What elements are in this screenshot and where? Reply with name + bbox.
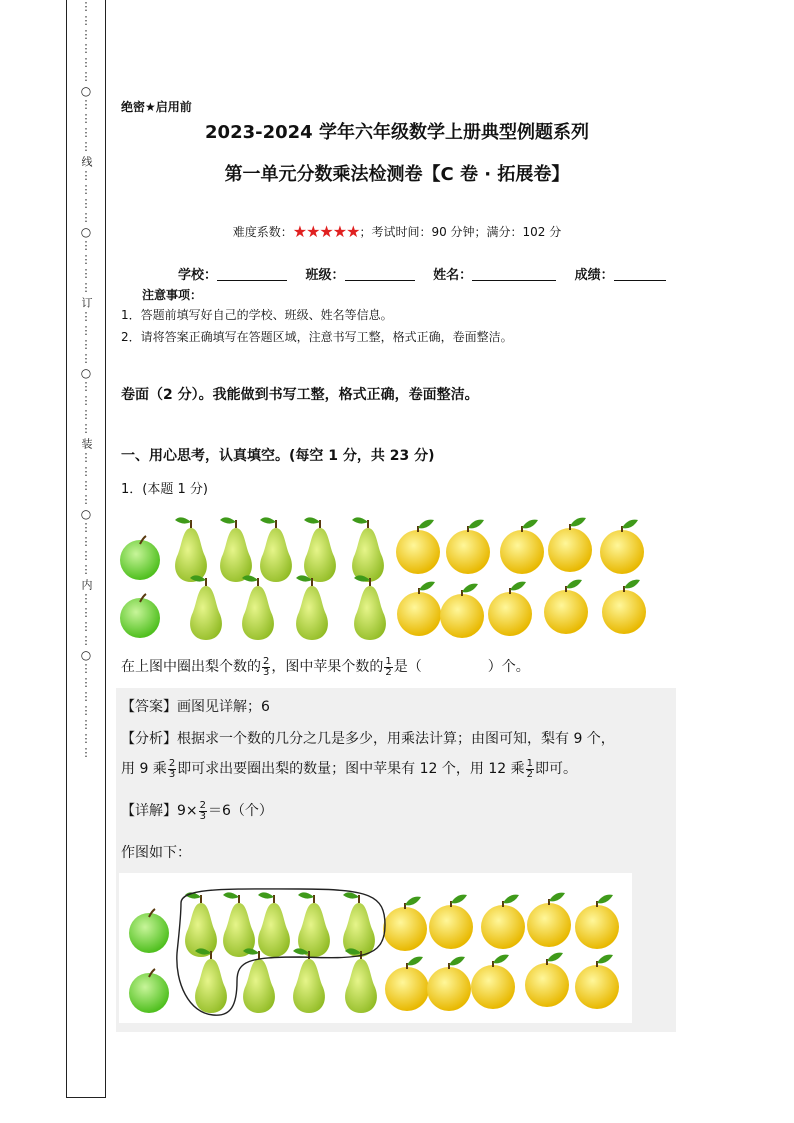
school-field[interactable]: 学校：: [178, 264, 287, 283]
green-apple-icon: [129, 909, 169, 953]
binding-dots: ⋮: [80, 380, 92, 393]
pear-icon: [260, 517, 292, 582]
yellow-apple-icon: [383, 897, 427, 951]
green-apple-icon: [120, 536, 160, 580]
yellow-apple-icon: [600, 520, 644, 574]
binding-dots: ⋮: [80, 521, 92, 534]
score-field[interactable]: 成绩：: [575, 264, 666, 283]
yellow-apple-icon: [385, 957, 429, 1011]
binding-dots: ⋮: [80, 394, 92, 407]
binding-dots: ⋮: [80, 98, 92, 111]
pear-icon: [195, 948, 227, 1013]
yellow-apple-icon: [471, 955, 515, 1009]
section-1-heading: 一、用心思考，认真填空。(每空 1 分，共 23 分): [121, 448, 435, 464]
yellow-apple-icon: [397, 582, 441, 636]
green-apple-icon: [120, 594, 160, 638]
green-apple-icon: [129, 969, 169, 1013]
binding-dots: ⋮: [80, 549, 92, 562]
binding-dots: ⋮: [80, 140, 92, 153]
binding-dots: ⋮: [80, 338, 92, 351]
pear-icon: [185, 892, 217, 957]
class-field[interactable]: 班级：: [306, 264, 415, 283]
difficulty-label: 难度系数：: [232, 225, 293, 239]
yellow-apple-icon: [544, 580, 588, 634]
binding-dots: ⋮: [80, 211, 92, 224]
pear-icon: [343, 892, 375, 957]
fraction-two-thirds: $\frac{2}{3}$: [263, 655, 270, 678]
info-fields: [178, 264, 680, 283]
exam-subtitle: 第一单元分数乘法检测卷【C 卷 · 拓展卷】: [224, 164, 570, 185]
notice-title: 注意事项：: [142, 288, 203, 302]
fraction-one-half: $\frac{1}{2}$: [526, 757, 533, 780]
exam-title: 2023-2024 学年六年级数学上册典型例题系列: [205, 122, 589, 143]
binding-dots: ⋮: [80, 253, 92, 266]
binding-dots: ⋮: [80, 281, 92, 294]
binding-dots: ⋮: [80, 746, 92, 759]
pear-icon: [190, 575, 222, 640]
yellow-apple-icon: [481, 895, 525, 949]
pear-icon: [223, 892, 255, 957]
yellow-apple-icon: [525, 953, 569, 1007]
binding-dots: ⋮: [80, 267, 92, 280]
binding-dots: ⋮: [80, 676, 92, 689]
exam-meta: [0, 222, 794, 241]
binding-dots: ⋮: [80, 718, 92, 731]
fraction-one-half: $\frac{1}{2}$: [385, 655, 392, 678]
binding-dots: ⋮: [80, 239, 92, 252]
draw-label: 作图如下：: [121, 845, 191, 861]
yellow-apple-icon: [575, 895, 619, 949]
binding-dots: ⋮: [80, 324, 92, 337]
binding-circle-icon: ○: [80, 507, 92, 521]
yellow-apple-icon: [575, 955, 619, 1009]
binding-dots: ⋮: [80, 0, 92, 13]
yellow-apple-icon: [602, 580, 646, 634]
binding-dots: ⋮: [80, 70, 92, 83]
detail-line: 【详解】9× $\frac{2}{3}$ ＝6（个）: [121, 799, 273, 822]
pear-icon: [298, 892, 330, 957]
yellow-apple-icon: [446, 520, 490, 574]
binding-dots: ⋮: [80, 42, 92, 55]
pear-icon: [258, 892, 290, 957]
fraction-two-thirds: $\frac{2}{3}$: [168, 757, 176, 780]
binding-dots: ⋮: [80, 352, 92, 365]
name-field[interactable]: 姓名：: [433, 264, 556, 283]
answer-line: 【答案】画图见详解；6: [121, 699, 270, 715]
binding-char: 装: [80, 438, 93, 449]
binding-dots: ⋮: [80, 493, 92, 506]
confidential-label: 绝密★启用前: [121, 100, 192, 114]
pear-icon: [354, 575, 386, 640]
pear-icon: [175, 517, 207, 582]
yellow-apple-icon: [429, 895, 473, 949]
binding-dots: ⋮: [80, 451, 92, 464]
analysis-line-1: 【分析】根据求一个数的几分之几是多少，用乘法计算；由图可知，梨有 9 个，: [121, 731, 615, 747]
binding-dots: ⋮: [80, 126, 92, 139]
binding-dots: ⋮: [80, 704, 92, 717]
notice-item-2: 2．请将答案正确填写在答题区域，注意书写工整，格式正确，卷面整洁。: [121, 330, 513, 344]
binding-dots: ⋮: [80, 465, 92, 478]
binding-dots: ⋮: [80, 592, 92, 605]
binding-dots: ⋮: [80, 662, 92, 675]
binding-dots: ⋮: [80, 183, 92, 196]
solution-figure: [119, 873, 632, 1023]
binding-dots: ⋮: [80, 169, 92, 182]
binding-circle-icon: ○: [80, 84, 92, 98]
binding-dots: ⋮: [80, 690, 92, 703]
binding-dots: ⋮: [80, 563, 92, 576]
binding-dots: ⋮: [80, 732, 92, 745]
binding-dots: ⋮: [80, 620, 92, 633]
question-text: 在上图中圈出梨个数的 $\frac{2}{3}$ ，图中苹果个数的 $\frac{1}{2}$ 是（ ）个。: [121, 655, 530, 678]
binding-char: 订: [80, 297, 93, 308]
yellow-apple-icon: [500, 520, 544, 574]
binding-char: 线: [80, 156, 93, 167]
binding-dots: ⋮: [80, 634, 92, 647]
binding-dots: ⋮: [80, 28, 92, 41]
fruit-illustration: [116, 508, 676, 643]
binding-dots: ⋮: [80, 535, 92, 548]
binding-dots: ⋮: [80, 14, 92, 27]
pear-icon: [352, 517, 384, 582]
binding-dots: ⋮: [80, 408, 92, 421]
yellow-apple-icon: [527, 893, 571, 947]
pear-icon: [242, 575, 274, 640]
fruit-row-2: [120, 575, 646, 640]
binding-dots: ⋮: [80, 197, 92, 210]
binding-dots: ⋮: [80, 112, 92, 125]
fruit-row-1: [120, 517, 644, 582]
yellow-apple-icon: [548, 518, 592, 572]
notice-item-1: 1．答题前填写好自己的学校、班级、姓名等信息。: [121, 308, 393, 322]
binding-dots: ⋮: [80, 422, 92, 435]
binding-dots: ⋮: [80, 479, 92, 492]
binding-circle-icon: ○: [80, 225, 92, 239]
time-info: ；考试时间：90 分钟；满分：102 分: [359, 225, 562, 239]
binding-circle-icon: ○: [80, 366, 92, 380]
binding-dots: ⋮: [80, 606, 92, 619]
binding-dots: ⋮: [80, 56, 92, 69]
binding-char: 内: [80, 579, 93, 590]
pear-icon: [304, 517, 336, 582]
neatness-statement: 卷面（2 分）。我能做到书写工整，格式正确，卷面整洁。: [121, 387, 479, 403]
yellow-apple-icon: [427, 957, 471, 1011]
yellow-apple-icon: [396, 520, 440, 574]
fraction-two-thirds: $\frac{2}{3}$: [199, 799, 207, 822]
question-number: 1．(本题 1 分): [121, 482, 208, 497]
pear-icon: [345, 948, 377, 1013]
yellow-apple-icon: [440, 584, 484, 638]
analysis-line-2: 用 9 乘 $\frac{2}{3}$ 即可求出要圈出梨的数量；图中苹果有 12 个，用 12 乘 $\frac{1}{2}$ 即可。: [121, 757, 577, 780]
binding-dots: ⋮: [80, 310, 92, 323]
difficulty-stars: ★★★★★: [292, 222, 360, 241]
pear-icon: [220, 517, 252, 582]
binding-circle-icon: ○: [80, 648, 92, 662]
pear-icon: [296, 575, 328, 640]
yellow-apple-icon: [488, 582, 532, 636]
